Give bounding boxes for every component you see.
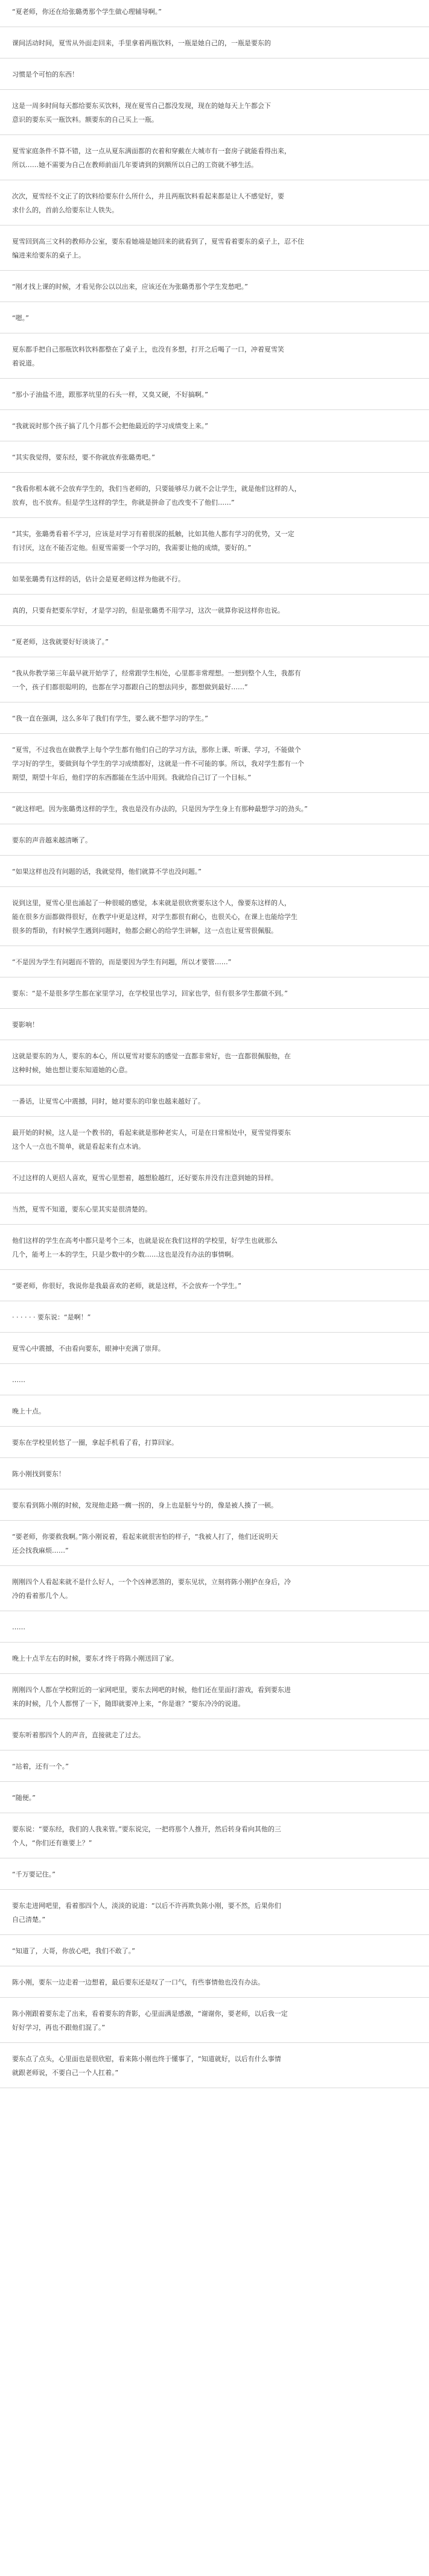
paragraph-line: 一番话，让夏雪心中震撼，同时，她对要东的印象也越来越好了。 xyxy=(12,1097,205,1105)
paragraph-line: …… xyxy=(12,1623,25,1631)
paragraph-line: “夏老师，这我就要好好谈谈了。” xyxy=(12,638,109,646)
article-paragraph xyxy=(0,1373,429,1387)
paragraph-line: 学习好的学生，要做到每个学生的学习成绩都好，这就是一件不可能的事。所以，我对学生都有一个 xyxy=(12,760,304,768)
article-paragraph xyxy=(0,144,429,172)
paragraph-divider xyxy=(0,301,429,302)
paragraph-divider xyxy=(0,1889,429,1890)
article-paragraph xyxy=(0,833,429,847)
paragraph-line: 真的，只要肯把要东学好，才是学习的，但是张璐勇不用学习，这次一就算你说这样你也说。 xyxy=(12,607,284,614)
paragraph-line: 要影响！ xyxy=(12,1021,39,1029)
paragraph-line: 次次，夏雪经不文正了的饮料给要东什么所什么，并且两瓶饮料看起来都是让人不感觉好，要 xyxy=(12,192,284,200)
paragraph-divider xyxy=(0,945,429,946)
article-paragraph xyxy=(0,1760,429,1773)
paragraph-line: 不过这样的人更招人喜欢，夏雪心里想着，越想脸越红，还好要东并没有注意到她的异样。 xyxy=(12,1174,278,1182)
paragraph-divider xyxy=(0,2042,429,2043)
paragraph-line: “我就说时那个孩子搞了几个月都不会把他最近的学习成绩变上来。” xyxy=(12,422,208,430)
paragraph-line: “夏雪，不过我也在做教学上每个学生都有他们自己的学习方法，那你上课、听课、学习，不能做个 xyxy=(12,746,301,754)
paragraph-line: 一个，孩子们都很聪明的，也都在学习都跟自己的想法同步，都想做到最好……” xyxy=(12,683,248,691)
paragraph-divider xyxy=(0,1116,429,1117)
paragraph-divider xyxy=(0,1997,429,1998)
article-paragraph xyxy=(0,1310,429,1324)
paragraph-line: 要东听着那四个人的声音，直接就走了过去。 xyxy=(12,1731,145,1739)
paragraph-line: 来的时候，几个人都愣了一下，随即就要冲上来，“你是谁？”要东冷冷的说道。 xyxy=(12,1700,245,1708)
article-paragraph xyxy=(0,743,429,784)
paragraph-divider xyxy=(0,625,429,626)
article-paragraph xyxy=(0,311,429,325)
paragraph-line: 陈小刚跟着要东走了出来，看着要东的背影，心里面满是感激，“谢谢你，要老师，以后我一定 xyxy=(12,2010,288,2018)
paragraph-line: “要老师，你很好，我说你是我最喜欢的老师，就是这样，不会放弃一个学生。” xyxy=(12,1282,241,1290)
paragraph-divider xyxy=(0,886,429,887)
article-paragraph xyxy=(0,802,429,816)
article-paragraph xyxy=(0,1018,429,1032)
article-paragraph xyxy=(0,36,429,50)
paragraph-line: “要老师，你要救我啊。”陈小刚说着，看起来就很害怕的样子，“我被人打了，他们还说明天 xyxy=(12,1533,278,1541)
article-paragraph xyxy=(0,1975,429,1989)
paragraph-line: 要东走进网吧里，看着那四个人，淡淡的说道：“以后不许再欺负陈小刚，要不然，后果你们 xyxy=(12,1902,281,1910)
paragraph-divider xyxy=(0,1363,429,1364)
article-paragraph xyxy=(0,1867,429,1881)
paragraph-line: 求什么的，首前么给要东让人铁失。 xyxy=(12,206,118,214)
paragraph-divider xyxy=(0,225,429,226)
article-paragraph xyxy=(0,5,429,19)
paragraph-line: 有讨厌，这在不能否定他。但夏雪需要一个学习的，我需要让他的成绩，要好的。” xyxy=(12,544,252,552)
article-paragraph xyxy=(0,1683,429,1711)
paragraph-line: 要东看到陈小刚的时候，发现他走路一瘸一拐的，身上也是脏兮兮的，像是被人揍了一顿。 xyxy=(12,1501,278,1509)
paragraph-line: 还会找我麻烦……” xyxy=(12,1547,69,1555)
paragraph-line: 陈小刚，要东一边走着一边想着，最后要东还是叹了一口气，有些事情他也没有办法。 xyxy=(12,1978,264,1986)
article-paragraph xyxy=(0,2052,429,2080)
article-paragraph xyxy=(0,388,429,402)
paragraph-line: “我看你根本就不会放弃学生的，我们当老师的，只要能够尽力就不会让学生，就是他们这样的人， xyxy=(12,485,301,493)
paragraph-line: “我一直在强调，这么多年了我们有学生，要么就不想学习的学生。” xyxy=(12,715,208,722)
paragraph-line: “嗯。” xyxy=(12,314,29,322)
paragraph-line: 他们这样的学生在高考中都只是考个三本，也就是说在我们这样的学校里，好学生也就那么 xyxy=(12,1237,278,1245)
paragraph-line: 课间活动时间，夏雪从外面走回来，手里拿着两瓶饮料，一瓶是她自己的，一瓶是要东的 xyxy=(12,39,271,47)
paragraph-line: · · · · · · 要东说：“是啊！” xyxy=(12,1313,91,1321)
paragraph-divider xyxy=(0,1008,429,1009)
paragraph-line: “刚才找上课的时候，才看见你公以以出来，应该还在为张璐勇那个学生发愁吧。” xyxy=(12,283,248,291)
paragraph-divider xyxy=(0,1161,429,1162)
paragraph-line: 晚上十点半左右的时候，要东才终于将陈小刚送回了家。 xyxy=(12,1655,178,1662)
paragraph-line: “随便。” xyxy=(12,1794,36,1802)
article-paragraph xyxy=(0,99,429,127)
paragraph-divider xyxy=(0,1934,429,1935)
article-paragraph xyxy=(0,189,429,217)
article-paragraph xyxy=(0,1822,429,1850)
article-paragraph xyxy=(0,666,429,694)
article-paragraph xyxy=(0,235,429,262)
paragraph-line: 刚刚四个人都在学校附近的一家网吧里，要东去网吧的时候，他们还在里面打游戏，看到要东进 xyxy=(12,1686,291,1694)
paragraph-divider xyxy=(0,792,429,793)
paragraph-divider xyxy=(0,1426,429,1427)
paragraph-line: “不是因为学生有问题而不管的，而是要因为学生有问题，所以才要管……” xyxy=(12,958,232,966)
paragraph-line: 能在很多方面都做得很好，在教学中更是这样，对学生都很有耐心，也很关心，在课上也能给学生 xyxy=(12,913,297,921)
article-paragraph xyxy=(0,1404,429,1418)
paragraph-line: 当然，夏雪不知道，要东心里其实是很清楚的。 xyxy=(12,1205,151,1213)
paragraph-line: 这个人一点也不简单，就是看起来有点木讷。 xyxy=(12,1143,145,1151)
paragraph-line: “其实，张璐勇看着不学习，应该是对学习有着很深的抵触，比如其他人都有学习的优势，又一定 xyxy=(12,530,294,538)
paragraph-divider xyxy=(0,409,429,410)
paragraph-line: 很多的帮助，有时候学生遇到问题时，他都会耐心的给学生讲解，这一点也让夏雪很佩服。 xyxy=(12,927,278,935)
article-paragraph xyxy=(0,1620,429,1634)
article-paragraph xyxy=(0,1944,429,1958)
paragraph-line: 习惯是个可怕的东西！ xyxy=(12,71,78,78)
article-paragraph xyxy=(0,450,429,464)
article-paragraph xyxy=(0,1049,429,1077)
article-paragraph xyxy=(0,572,429,586)
paragraph-line: 几个，能考上一本的学生，只是少数中的少数……这也是没有办法的事情啊。 xyxy=(12,1251,238,1258)
article-paragraph xyxy=(0,280,429,294)
paragraph-line: 好好学习，再也不跟他们混了。” xyxy=(12,2024,106,2031)
article-paragraph xyxy=(0,419,429,433)
paragraph-divider xyxy=(0,1565,429,1566)
paragraph-divider xyxy=(0,594,429,595)
paragraph-line: 这种时候，她也想让要东知道她的心意。 xyxy=(12,1066,132,1074)
paragraph-divider xyxy=(0,378,429,379)
paragraph-divider xyxy=(0,1457,429,1458)
paragraph-line: 期望，期望十年后，他们学的东西都能在生活中用到。我就给自己订了一个目标。” xyxy=(12,774,252,781)
article-paragraph xyxy=(0,1094,429,1108)
article-paragraph xyxy=(0,1342,429,1356)
paragraph-line: 放弃，也不放弃。但是学生这样的学生，你就是拼命了也改变不了他们……” xyxy=(12,499,235,507)
paragraph-line: 要东说：“要东经，我们的人我来管。”要东说完，一把将那个人推开，然后转身看向其他的三 xyxy=(12,1825,281,1833)
paragraph-line: 夏东都手把自己那瓶饮料饮料都整在了桌子上，也没有多想，打开之后喝了一口，冲着夏雪笑 xyxy=(12,346,284,353)
paragraph-line: 晚上十点。 xyxy=(12,1407,45,1415)
article-paragraph xyxy=(0,712,429,725)
paragraph-divider xyxy=(0,517,429,518)
paragraph-line: 着说道。 xyxy=(12,359,39,367)
paragraph-line: 这就是要东的为人，要东的本心，所以夏雪对要东的感觉一直都非常好，也一直都很佩服他，在 xyxy=(12,1052,291,1060)
paragraph-line: “千万要记住。” xyxy=(12,1870,56,1878)
article-paragraph xyxy=(0,955,429,969)
paragraph-line: “其实我觉得，要东经，要不你就放弃张璐勇吧。” xyxy=(12,453,155,461)
paragraph-line: “就这样吧。因为张璐勇这样的学生，我也是没有办法的，只是因为学生身上有那种最想学习的劲头。” xyxy=(12,805,308,813)
paragraph-divider xyxy=(0,733,429,734)
article-paragraph xyxy=(0,1575,429,1603)
paragraph-line: 陈小刚找到要东！ xyxy=(12,1470,65,1478)
paragraph-line: 个人，“你们还有谁要上？” xyxy=(12,1839,92,1847)
article-paragraph xyxy=(0,1126,429,1154)
paragraph-divider xyxy=(0,1673,429,1674)
paragraph-line: “如果这样也没有问题的话，我就觉得，他们就算不学也没问题。” xyxy=(12,868,202,876)
paragraph-line: 意识的要东买一瓶饮料。额要东的自己买上一瓶。 xyxy=(12,116,158,124)
article-paragraph xyxy=(0,1171,429,1185)
paragraph-line: “我从你教学第三年最早就开始学了，经常跟学生相处，心里都非常理想。一想到整个人生，我都有 xyxy=(12,669,301,677)
article-paragraph xyxy=(0,604,429,617)
article-paragraph xyxy=(0,1279,429,1293)
article-paragraph xyxy=(0,1202,429,1216)
article-paragraph xyxy=(0,1791,429,1805)
paragraph-divider xyxy=(0,89,429,90)
article-paragraph xyxy=(0,1436,429,1450)
paragraph-line: 要东在学校里转悠了一圈，拿起手机看了看，打算回家。 xyxy=(12,1439,178,1447)
article-paragraph xyxy=(0,1467,429,1481)
paragraph-line: “那小子油盐不进，跟那茅坑里的石头一样，又臭又硬，不好搞啊。” xyxy=(12,391,208,399)
paragraph-divider xyxy=(0,1781,429,1782)
paragraph-line: 自己清楚。” xyxy=(12,1916,46,1924)
paragraph-line: 夏雪家庭条件不算不错，这一点从夏东满面都的衣着和穿戴在大城市有一套房子就能看得出来， xyxy=(12,147,291,155)
article-paragraph xyxy=(0,635,429,649)
paragraph-divider xyxy=(0,1224,429,1225)
paragraph-divider xyxy=(0,1269,429,1270)
article-paragraph xyxy=(0,482,429,510)
paragraph-divider xyxy=(0,1332,429,1333)
article-paragraph xyxy=(0,1498,429,1512)
article-paragraph xyxy=(0,68,429,81)
article-paragraph xyxy=(0,865,429,879)
paragraph-line: 如果张璐勇有这样的话，估计会是夏老师这样为他就不行。 xyxy=(12,575,185,583)
paragraph-divider xyxy=(0,472,429,473)
paragraph-divider xyxy=(0,134,429,135)
paragraph-line: 冷的看着那几个人。 xyxy=(12,1592,72,1600)
paragraph-line: 夏雪回到高三文科的教师办公室，要东看她端是她回来的就看到了，夏雪看着要东的桌子上，忍不住 xyxy=(12,238,304,245)
paragraph-line: 这是一周多时间每天都给要东买饮料，现在夏雪自己都没发现，现在的她每天上午都会下 xyxy=(12,102,271,110)
article-paragraph xyxy=(0,1530,429,1558)
paragraph-line: “夏老师，你还在给张璐勇那个学生做心理辅导啊。” xyxy=(12,8,162,16)
paragraph-line: 要东的声音越来越清晰了。 xyxy=(12,836,92,844)
paragraph-line: 说到这里，夏雪心里也涌起了一种很暖的感觉，本来就是很欣赏要东这个人，像要东这样的人， xyxy=(12,899,291,907)
article-paragraph xyxy=(0,1234,429,1261)
paragraph-divider xyxy=(0,1642,429,1643)
paragraph-line: 就跟老师说，不要自己一个人扛着。” xyxy=(12,2069,119,2077)
paragraph-line: “站着，还有一个。” xyxy=(12,1763,69,1770)
article-paragraph xyxy=(0,1728,429,1742)
paragraph-divider xyxy=(0,855,429,856)
paragraph-line: 刚刚四个人看起来就不是什么好人，一个个凶神恶煞的，要东见状，立刻将陈小刚护在身后，冷 xyxy=(12,1578,291,1586)
paragraph-line: 所以……她不需要为自己在教师前面几年要请到的到额所以自己的工资就不够生活。 xyxy=(12,161,258,169)
paragraph-line: …… xyxy=(12,1376,25,1384)
article-paragraph xyxy=(0,1899,429,1927)
article-paragraph xyxy=(0,987,429,1000)
article-paragraph xyxy=(0,1652,429,1665)
paragraph-line: 最开始的时候，这人是一个教书的，看起来就是那种老实人，可是在日常相处中，夏雪觉得要东 xyxy=(12,1129,291,1137)
article-paragraph xyxy=(0,527,429,555)
paragraph-divider xyxy=(0,270,429,271)
paragraph-line: 编进来给要东的桌子上。 xyxy=(12,251,85,259)
article-paragraph xyxy=(0,896,429,938)
paragraph-line: 要东：“是不是很多学生都在家里学习，在学校里也学习，回家也学，但有很多学生都做不到。” xyxy=(12,990,288,997)
article-paragraph xyxy=(0,343,429,370)
paragraph-line: “知道了，大哥，你放心吧，我们不敢了。” xyxy=(12,1947,135,1955)
paragraph-line: 夏雪心中震撼，不由看向要东，眼神中充满了崇拜。 xyxy=(12,1345,165,1353)
paragraph-divider xyxy=(0,1520,429,1521)
article-paragraph xyxy=(0,2007,429,2035)
paragraph-line: 要东点了点头，心里面也是很欣慰，看来陈小刚也终于懂事了，“知道就好，以后有什么事情 xyxy=(12,2055,281,2063)
